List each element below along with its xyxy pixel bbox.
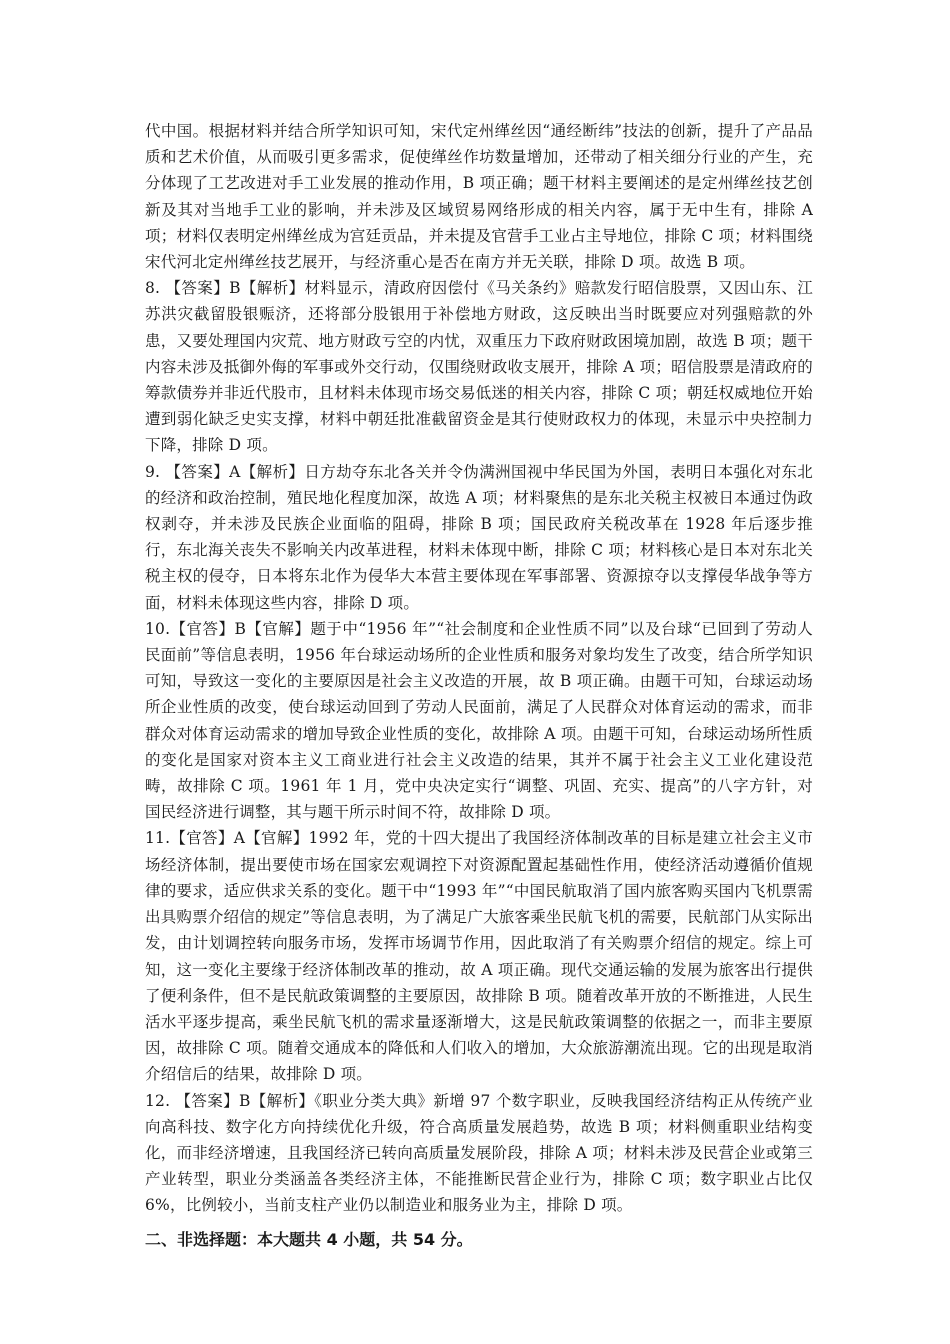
answer-10: 10.【官答】B【官解】题于中“1956 年”“社会制度和企业性质不同”以及台球“已回到了劳动人民面前”等信息表明，1956 年台球运动场所的企业性质和服务对象均发生了改变，结合所学知识可知，导致这一变化的主要原因是社会主义改造的开展，故 B 项正确。由题干可知，台球运动场所企业性质的改变，使台球运动回到了劳动人民面前，满足了人民群众对体育运动的需求，而非群众对体育运动需求的增加导致企业性质的变化，故排除 A 项。由题干可知，台球运动场所性质的变化是国家对资本主义工商业进行社会主义改造的结果，其并不属于社会主义工业化建设范畴，故排除 C 项。1961 年 1 月，党中央决定实行“调整、巩固、充实、提高”的八字方针，对国民经济进行调整，其与题干所示时间不符，故排除 D 项。 bbox=[145, 619, 813, 822]
answer-explanations bbox=[145, 118, 813, 1253]
section-heading-non-choice: 二、非选择题：本大题共 4 小题，共 54 分。 bbox=[145, 1229, 473, 1249]
answer-12: 12. 【答案】B【解析】《职业分类大典》新增 97 个数字职业，反映我国经济结构正从传统产业向高科技、数字化方向持续优化升级，符合高质量发展趋势，故选 B 项；材料侧重职业结构变化，而非经济增速，且我国经济已转向高质量发展阶段，排除 A 项；材料未涉及民营企业或第三产业转型，职业分类涵盖各类经济主体，不能推断民营企业行为，排除 C 项；数字职业占比仅 6%，比例较小，当前支柱产业仍以制造业和服务业为主，排除 D 项。 bbox=[145, 1091, 813, 1215]
answer-11: 11.【官答】A【官解】1992 年，党的十四大提出了我国经济体制改革的目标是建立社会主义市场经济体制，提出要使市场在国家宏观调控下对资源配置起基础性作用，使经济活动遵循价值规律的要求，适应供求关系的变化。题干中“1993 年”“中国民航取消了国内旅客购买国内飞机票需出具购票介绍信的规定”等信息表明，为了满足广大旅客乘坐民航飞机的需要，民航部门从实际出发，由计划调控转向服务市场，发挥市场调节作用，因此取消了有关购票介绍信的规定。综上可知，这一变化主要缘于经济体制改革的推动，故 A 项正确。现代交通运输的发展为旅客出行提供了便利条件，但不是民航政策调整的主要原因，故排除 B 项。随着改革开放的不断推进，人民生活水平逐步提高，乘坐民航飞机的需求量逐渐增大，这是民航政策调整的依据之一，而非主要原因，故排除 C 项。随着交通成本的降低和人们收入的增加，大众旅游潮流出现。它的出现是取消介绍信后的结果，故排除 D 项。 bbox=[145, 829, 813, 1084]
answer-8: 8. 【答案】B【解析】材料显示，清政府因偿付《马关条约》赔款发行昭信股票，又因山东、江苏洪灾截留股银赈济，还将部分股银用于补偿地方财政，这反映出当时既要应对列强赔款的外患，又要处理国内灾荒、地方财政亏空的内忧，双重压力下政府财政困境加剧，故选 B 项；题干内容未涉及抵御外侮的军事或外交行动，仅围绕财政收支展开，排除 A 项；昭信股票是清政府的筹款债券并非近代股市，且材料未体现市场交易低迷的相关内容，排除 C 项；朝廷权威地位开始遭到弱化缺乏史实支撑，材料中朝廷批准截留资金是其行使财政权力的体现，未显示中央控制力下降，排除 D 项。 bbox=[145, 279, 813, 455]
answer-9: 9. 【答案】A【解析】日方劫夺东北各关并令伪满洲国视中华民国为外国，表明日本强化对东北的经济和政治控制，殖民地化程度加深，故选 A 项；材料聚焦的是东北关税主权被日本通过伪政权剥夺，并未涉及民族企业面临的阻碍，排除 B 项；国民政府关税改革在 1928 年后逐步推行，东北海关丧失不影响关内改革进程，材料未体现中断，排除 C 项；材料核心是日本对东北关税主权的侵夺，日本将东北作为侵华大本营主要体现在军事部署、资源掠夺以支撑侵华战争等方面，材料未体现这些内容，排除 D 项。 bbox=[145, 462, 813, 612]
answer-7-continuation: 代中国。根据材料并结合所学知识可知，宋代定州缂丝因“通经断纬”技法的创新，提升了产品品质和艺术价值，从而吸引更多需求，促使缂丝作坊数量增加，还带动了相关细分行业的产生，充分体现了工艺改进对手工业发展的推动作用，B 项正确；题干材料主要阐述的是定州缂丝技艺创新及其对当地手工业的影响，并未涉及区域贸易网络形成的相关内容，属于无中生有，排除 A 项；材料仅表明定州缂丝成为宫廷贡品，并未提及官营手工业占主导地位，排除 C 项；材料围绕宋代河北定州缂丝技艺展开，与经济重心是否在南方并无关联，排除 D 项。故选 B 项。 bbox=[145, 122, 813, 272]
